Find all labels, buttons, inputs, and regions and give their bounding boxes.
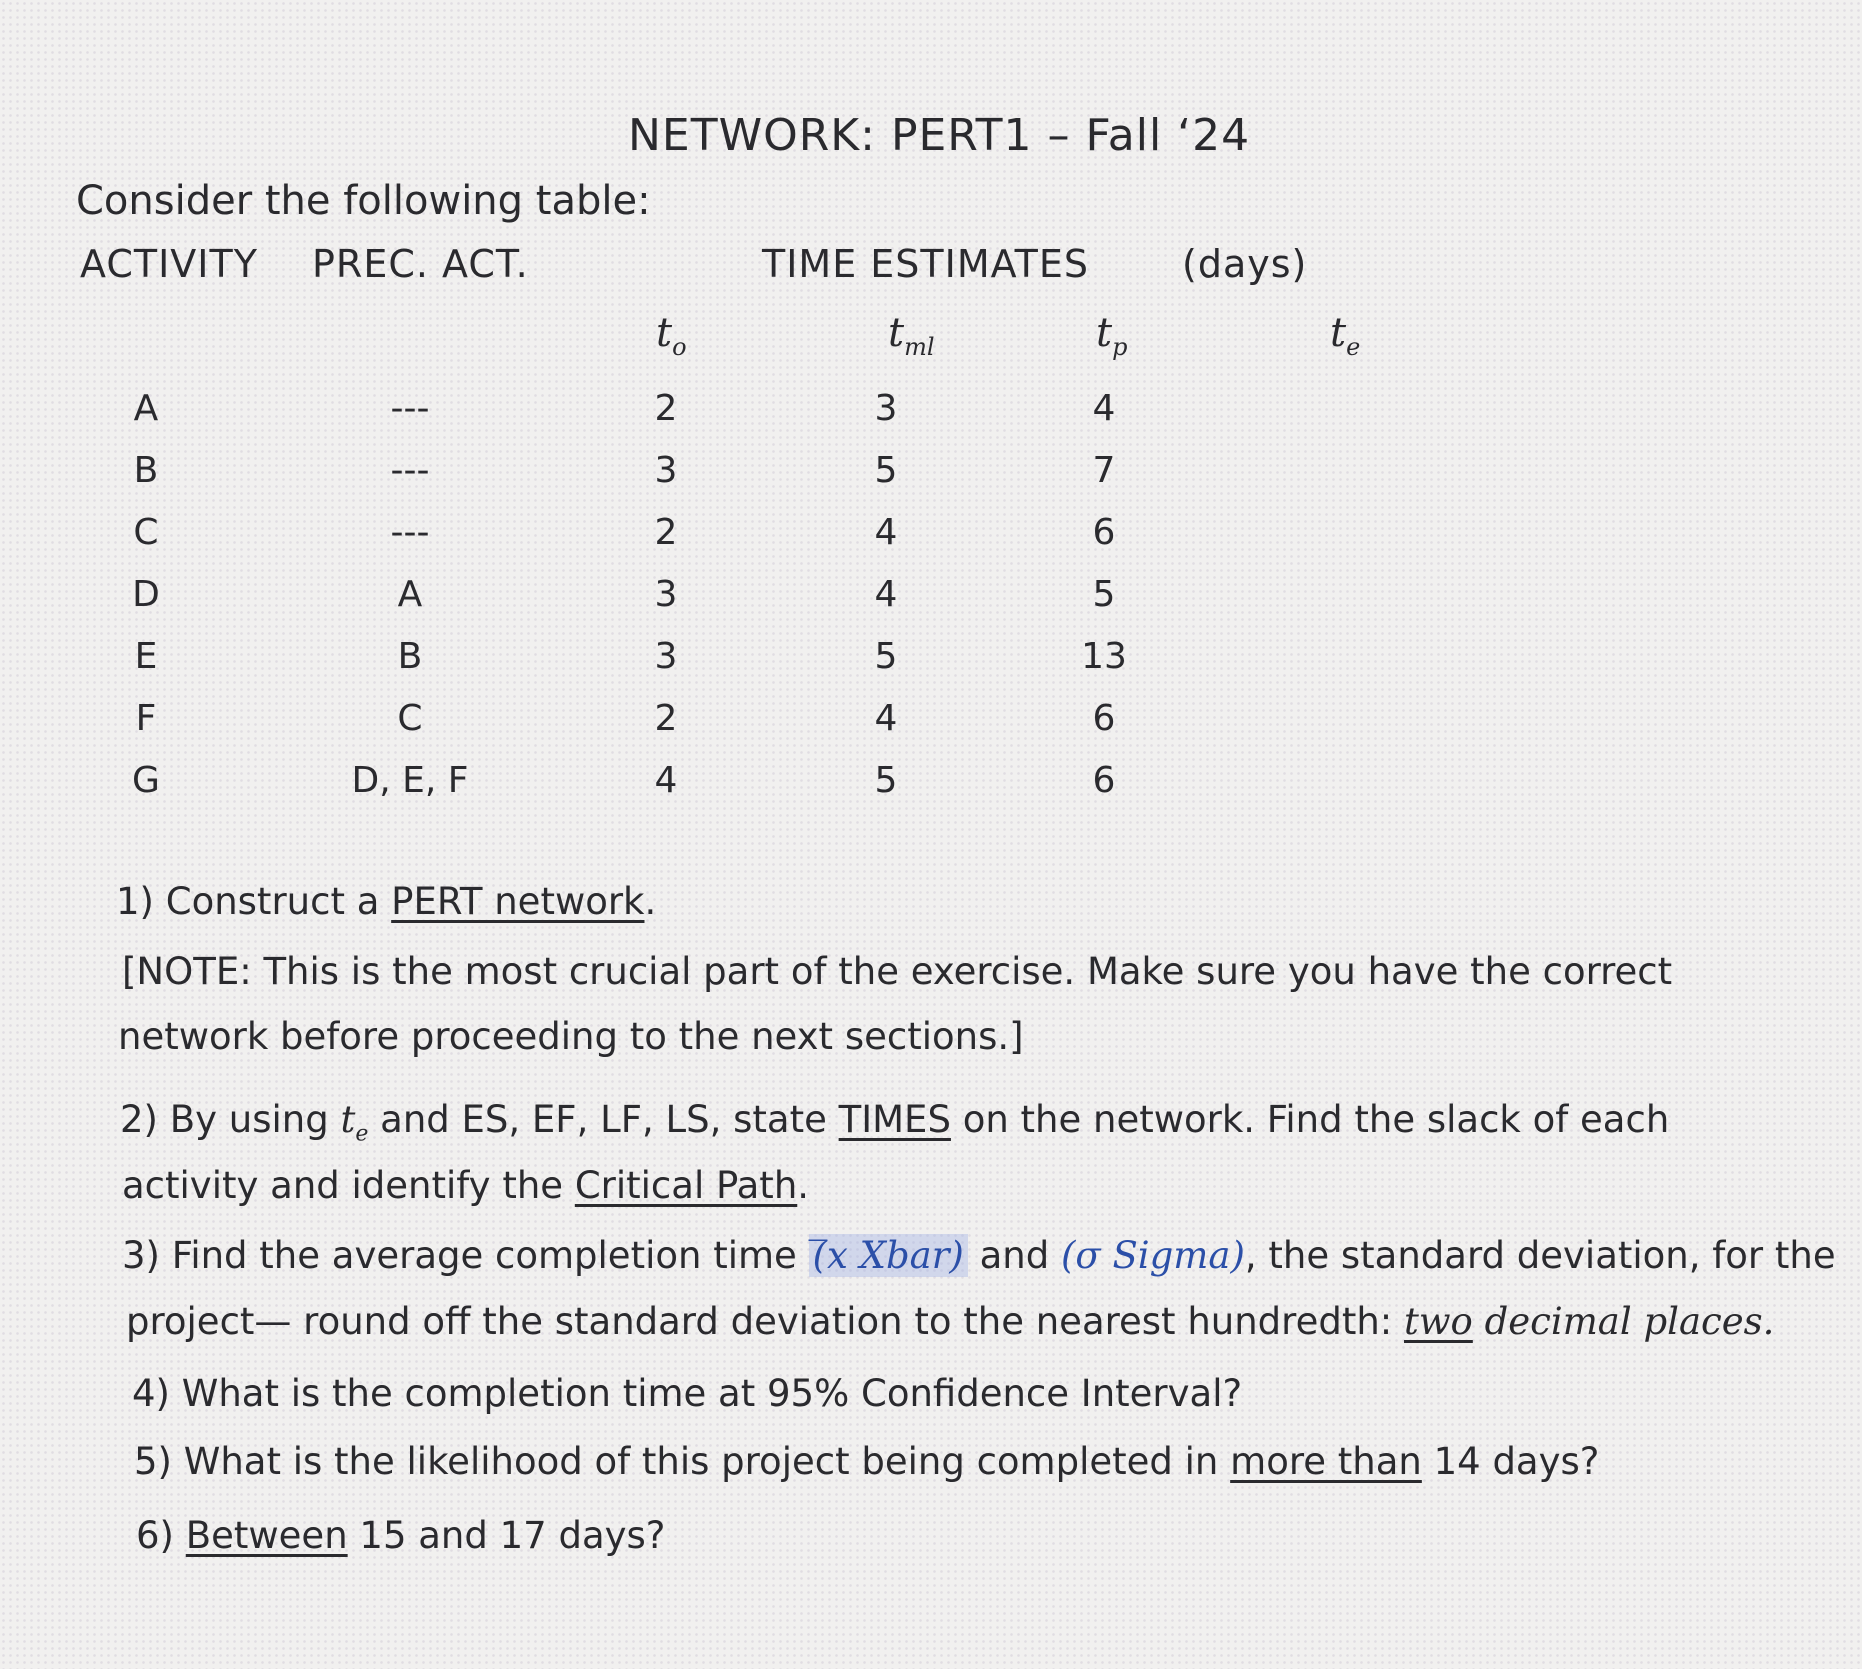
question-5: 5) What is the likelihood of this project being completed in more than 14 days? (134, 1440, 1600, 1483)
times-underline: TIMES (838, 1098, 951, 1141)
cell-activity: C (133, 512, 159, 553)
cell-prec-act: D, E, F (351, 760, 469, 801)
between-underline: Between (185, 1514, 348, 1557)
pert-network-underline: PERT network (391, 880, 645, 923)
cell-tp: 5 (1092, 574, 1116, 615)
question-3-line-2: project— round off the standard deviation to the nearest hundredth: two decimal places. (126, 1300, 1775, 1343)
cell-activity: A (133, 388, 159, 429)
cell-to: 2 (654, 698, 678, 739)
cell-to: 2 (654, 512, 678, 553)
header-days: (days) (1182, 242, 1308, 286)
question-2: 2) By using $t_e$ and ES, EF, LF, LS, state TIMES on the network. Find the slack of each (120, 1098, 1670, 1147)
cell-tml: 4 (874, 698, 898, 739)
te-symbol: $t_e$ (340, 1098, 369, 1147)
header-activity: ACTIVITY (80, 242, 258, 286)
cell-tml: 3 (874, 388, 898, 429)
note-line-2: network before proceeding to the next sections.] (118, 1015, 1024, 1058)
cell-activity: B (133, 450, 159, 491)
header-time-estimates: TIME ESTIMATES (762, 242, 1090, 286)
two-underline: two (1404, 1300, 1473, 1343)
sigma-symbol: (σ Sigma) (1060, 1234, 1245, 1277)
page-title: NETWORK: PERT1 – Fall ‘24 (628, 110, 1251, 161)
cell-tp: 6 (1092, 698, 1116, 739)
question-1: 1) Construct a PERT network. (116, 880, 657, 923)
cell-prec-act: B (397, 636, 423, 677)
question-3: 3) Find the average completion time (̅x Xbar) and (σ Sigma), the standard deviation, for the (122, 1234, 1836, 1277)
cell-tml: 5 (874, 636, 898, 677)
cell-tp: 6 (1092, 760, 1116, 801)
cell-activity: F (135, 698, 157, 739)
question-2-line-2: activity and identify the Critical Path. (122, 1164, 810, 1207)
cell-to: 4 (654, 760, 678, 801)
cell-prec-act: --- (390, 512, 430, 553)
critical-path-underline: Critical Path (574, 1164, 798, 1207)
cell-tp: 4 (1092, 388, 1116, 429)
intro-text: Consider the following table: (76, 178, 651, 224)
cell-prec-act: C (397, 698, 423, 739)
cell-activity: D (132, 574, 160, 615)
cell-prec-act: --- (390, 388, 430, 429)
cell-activity: G (132, 760, 160, 801)
col-header-tml: $t_{ml}$ (888, 310, 935, 361)
col-header-to: $t_o$ (656, 310, 687, 361)
cell-activity: E (134, 636, 158, 677)
more-than-underline: more than (1230, 1440, 1422, 1483)
cell-tp: 6 (1092, 512, 1116, 553)
cell-tml: 5 (874, 450, 898, 491)
cell-tml: 4 (874, 512, 898, 553)
cell-prec-act: --- (390, 450, 430, 491)
note-line-1: [NOTE: This is the most crucial part of the exercise. Make sure you have the correct (122, 950, 1673, 993)
question-4: 4) What is the completion time at 95% Confidence Interval? (132, 1372, 1243, 1415)
cell-tml: 5 (874, 760, 898, 801)
xbar-symbol: (̅x Xbar) (809, 1234, 968, 1277)
header-prec-act: PREC. ACT. (312, 242, 529, 286)
cell-tp: 7 (1092, 450, 1116, 491)
col-header-te: $t_e$ (1330, 310, 1361, 361)
cell-tp: 13 (1081, 636, 1127, 677)
cell-tml: 4 (874, 574, 898, 615)
cell-to: 3 (654, 574, 678, 615)
question-6: 6) Between 15 and 17 days? (136, 1514, 666, 1557)
cell-prec-act: A (397, 574, 423, 615)
cell-to: 3 (654, 636, 678, 677)
cell-to: 2 (654, 388, 678, 429)
col-header-tp: $t_p$ (1096, 310, 1128, 361)
cell-to: 3 (654, 450, 678, 491)
